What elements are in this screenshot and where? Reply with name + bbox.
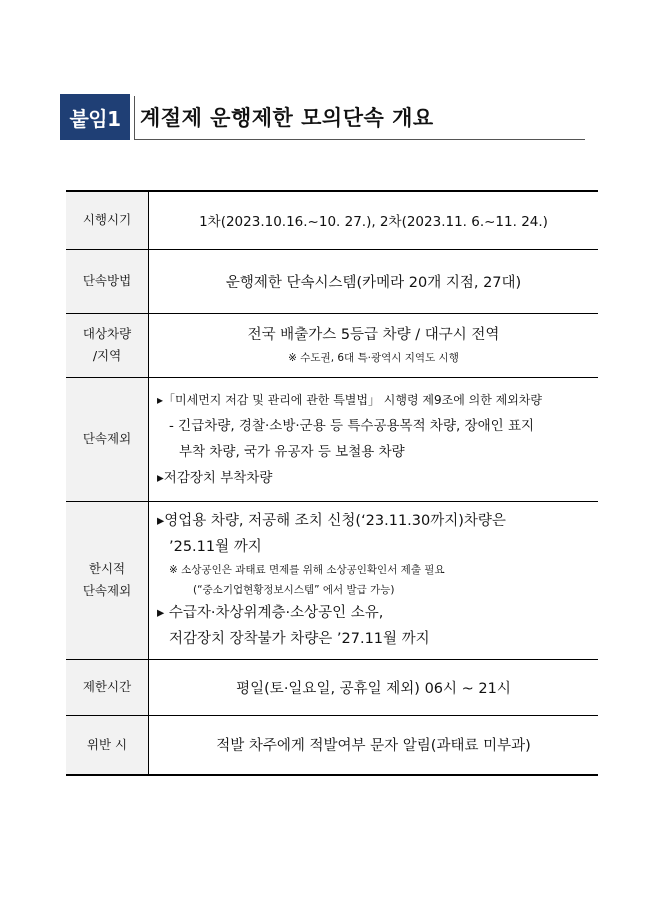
hours-value: 평일(토·일요일, 공휴일 제외) 06시 ~ 21시 <box>236 680 511 697</box>
target-value: 전국 배출가스 5등급 차량 / 대구시 전역 <box>247 327 500 343</box>
exempt-line3: 부착 차량, 국가 유공자 등 보철용 차량 <box>179 444 405 460</box>
temp-exempt-cell <box>149 501 599 659</box>
temp-exempt-line2: ’25.11월 까지 <box>169 539 262 555</box>
exempt-line2: - 긴급차량, 경찰·소방·군용 등 특수공용목적 차량, 장애인 표지 <box>169 418 535 434</box>
temp-exempt-line4: 저감장치 장착불가 차량은 ’27.11월 까지 <box>169 631 430 647</box>
period-value: 1차(2023.10.16.~10. 27.), 2차(2023.11. 6.~11. 24.) <box>199 214 548 231</box>
row-label: 단속방법 <box>66 249 149 313</box>
temp-exempt-note2: (“중소기업현황정보시스템” 에서 발급 가능) <box>193 584 395 596</box>
row-label-line2: /지역 <box>92 348 122 363</box>
target-note: ※ 수도권, 6대 특·광역시 지역도 시행 <box>288 352 459 364</box>
attachment-badge: 붙임1 <box>60 94 130 140</box>
row-label-line1: 한시적 <box>88 561 126 576</box>
row-label: 단속제외 <box>66 377 149 501</box>
violation-value: 적발 차주에게 적발여부 문자 알림(과태료 미부과) <box>216 738 531 755</box>
row-label-line1: 대상차량 <box>82 326 132 341</box>
table-row-hours <box>66 659 598 715</box>
row-label <box>66 501 149 659</box>
summary-table <box>66 190 598 776</box>
table-row-violation <box>66 715 598 775</box>
table-row-target <box>66 313 598 377</box>
page-title: 계절제 운행제한 모의단속 개요 <box>140 106 434 130</box>
row-label: 제한시간 <box>66 659 149 715</box>
method-value: 운행제한 단속시스템(카메라 20개 지점, 27대) <box>225 274 522 291</box>
row-label: 시행시기 <box>66 191 149 249</box>
row-label-line2: 단속제외 <box>82 583 132 598</box>
document-header <box>60 94 585 140</box>
temp-exempt-note1: ※ 소상공인은 과태료 면제를 위해 소상공인확인서 제출 필요 <box>169 564 445 576</box>
row-label <box>66 313 149 377</box>
table-row-exempt <box>66 377 598 501</box>
temp-exempt-line3: ▸ 수급자·차상위계층·소상공인 소유, <box>157 605 384 621</box>
header-divider <box>134 96 135 140</box>
exempt-cell <box>149 377 599 501</box>
header-underline <box>134 139 585 140</box>
table-row-method <box>66 249 598 313</box>
exempt-line1: ▸「미세먼지 저감 및 관리에 관한 특별법」 시행령 제9조에 의한 제외차량 <box>157 393 542 407</box>
table-row-period <box>66 191 598 249</box>
temp-exempt-line1: ▸영업용 차량, 저공해 조치 신청(‘23.11.30까지)차량은 <box>157 513 506 529</box>
table-row-temp-exempt <box>66 501 598 659</box>
exempt-line4: ▸저감장치 부착차량 <box>157 470 273 486</box>
target-cell <box>149 313 599 377</box>
row-label: 위반 시 <box>66 715 149 775</box>
